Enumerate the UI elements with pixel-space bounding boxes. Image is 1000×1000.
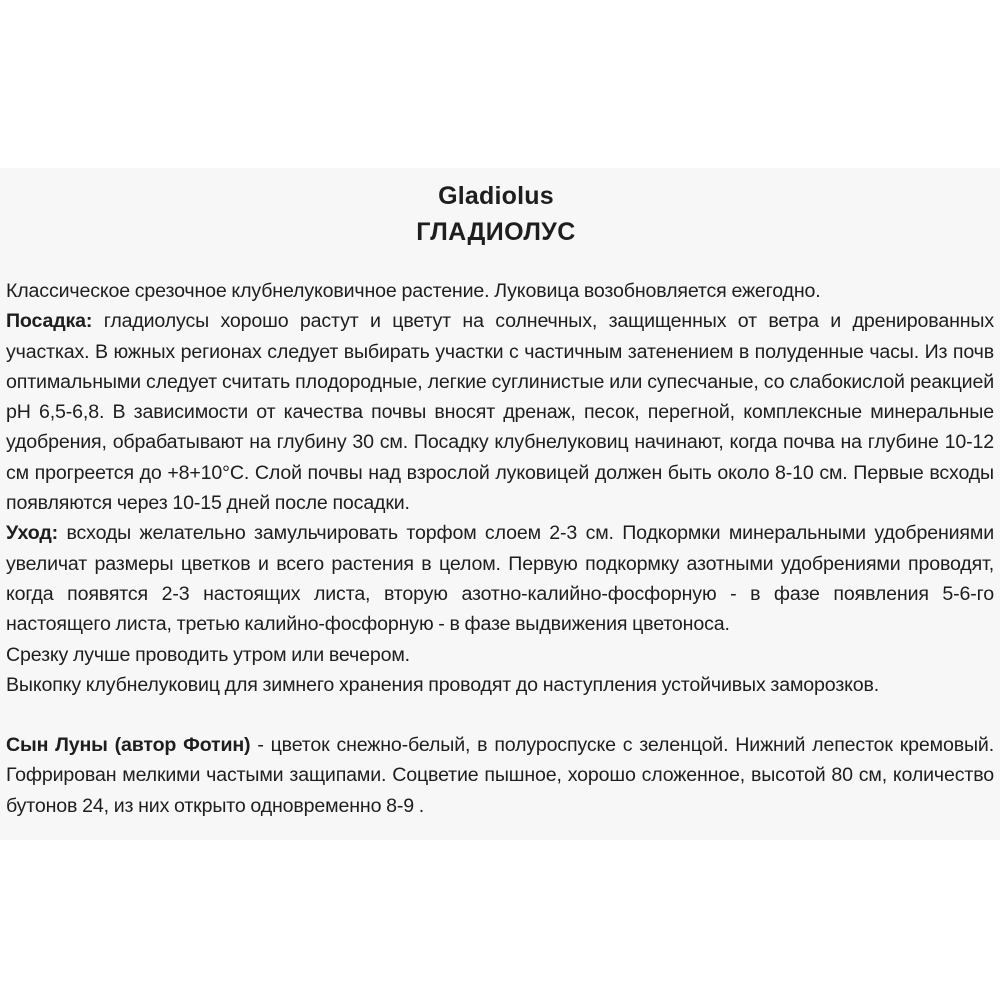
planting-heading: Посадка:: [6, 310, 93, 333]
digging-paragraph: Выкопку клубнелуковиц для зимнего хранения проводят до наступления устойчивых заморозков.: [6, 673, 880, 696]
care-paragraph: [6, 518, 994, 639]
variety-heading: Сын Луны (автор Фотин): [6, 734, 251, 757]
title-latin: Gladiolus: [438, 182, 554, 210]
label-text: [6, 178, 994, 821]
cutting-paragraph: Срезку лучше проводить утром или вечером.: [6, 643, 410, 666]
care-text: всходы желательно замульчировать торфом слоем 2-3 см. Подкормки минеральными удобрениями увеличат размеры цветков и всего растения в целом. Первую подкормку азотными удобрениями проводят, когда появятся 2-3 настоящих листа, вторую азотно-калийно-фосфорную - в фазе появления 5-6-го настоящего листа, третью калийно-фосфорную - в фазе выдвижения цветоноса.: [6, 522, 994, 636]
care-heading: Уход:: [6, 522, 59, 545]
title-russian: ГЛАДИОЛУС: [416, 218, 576, 246]
planting-paragraph: [6, 306, 994, 518]
intro-paragraph: Классическое срезочное клубнелуковичное растение. Луковица возобновляется ежегодно.: [6, 280, 821, 302]
section-gap: [6, 700, 994, 730]
variety-paragraph: [6, 730, 994, 821]
planting-text: гладиолусы хорошо растут и цветут на солнечных, защищенных от ветра и дренированных участках. В южных регионах следует выбирать участки с частичным затенением в полуденные часы. Из почв оптимальными следует считать плодородные, легкие суглинистые или супесчаные, со слабокислой реакцией pH 6,5-6,8. В зависимости от качества почвы вносят дренаж, песок, перегной, комплексные минеральные удобрения, обрабатывают на глубину 30 см. Посадку клубнелуковиц начинают, когда почва на глубине 10-12 см прогреется до +8+10°С. Слой почвы над взрослой луковицей должен быть около 8-10 см. Первые всходы появляются через 10-15 дней после посадки.: [6, 310, 994, 515]
variety-text: - цветок снежно-белый, в полуроспуске с зеленцой. Нижний лепесток кремовый. Гофрирован мелкими частыми защипами. Соцветие пышное, хорошо сложенное, высотой 80 см, количество бутонов 24, из них открыто одновременно 8-9 .: [6, 734, 994, 817]
